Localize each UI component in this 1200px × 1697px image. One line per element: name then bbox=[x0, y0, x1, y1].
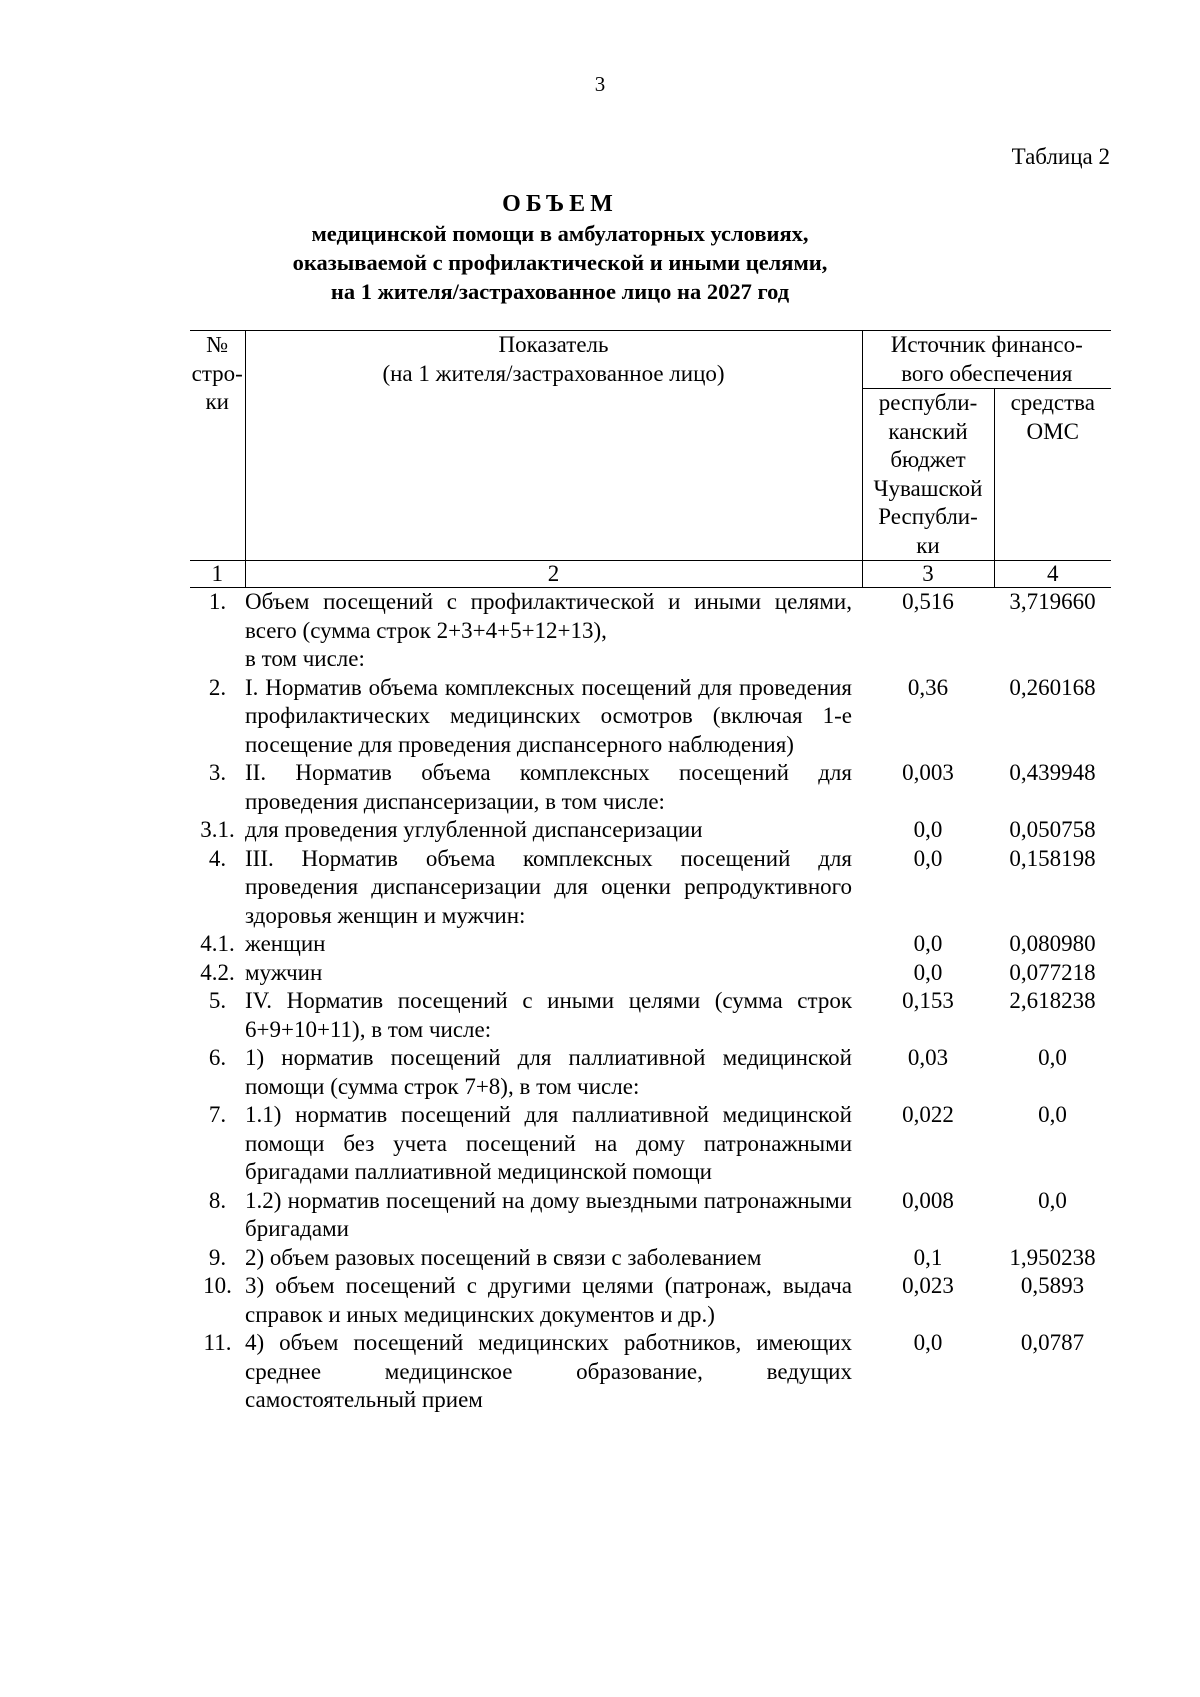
volume-table bbox=[190, 330, 1111, 1415]
row-budget-value: 0,0 bbox=[913, 1330, 943, 1355]
row-indicator: 1.1) норматив посещений для паллиативной медицинской помощи без учета посещений на дому патронажными бригадами паллиативной медицинской помощи bbox=[245, 1102, 852, 1184]
row-budget-value: 0,023 bbox=[902, 1273, 954, 1298]
row-budget-value: 0,1 bbox=[913, 1244, 943, 1270]
row-number: 4. bbox=[208, 845, 227, 871]
table-row bbox=[190, 1272, 1111, 1329]
table-row bbox=[190, 674, 1111, 760]
row-number: 2. bbox=[208, 674, 227, 700]
row-indicator: 4) объем посещений медицинских работников, имеющих среднее медицинское образование, ведущих самостоятельный прием bbox=[245, 1330, 852, 1412]
page-number: 3 bbox=[594, 72, 606, 96]
table-row bbox=[190, 930, 1111, 959]
table-label: Таблица 2 bbox=[1011, 144, 1110, 169]
row-number: 10. bbox=[203, 1273, 232, 1298]
row-number: 3. bbox=[208, 760, 227, 785]
row-oms-value: 2,618238 bbox=[1009, 988, 1096, 1013]
row-budget-value: 0,0 bbox=[913, 845, 943, 871]
row-oms-value: 0,050758 bbox=[1009, 817, 1096, 842]
row-indicator: III. Норматив объема комплексных посещений для проведения диспансеризации для оценки репродуктивного здоровья женщин и мужчин: bbox=[245, 845, 852, 928]
row-indicator: для проведения углубленной диспансеризации bbox=[245, 817, 703, 842]
row-indicator: 3) объем посещений с другими целями (патронаж, выдача справок и иных медицинских документов и др.) bbox=[245, 1273, 852, 1327]
row-number: 4.1. bbox=[200, 931, 235, 956]
title-main: ОБЪЕМ bbox=[502, 191, 618, 217]
column-number: 2 bbox=[245, 561, 862, 588]
header-funding-source: Источник финансо- вого обеспечения bbox=[862, 331, 1111, 389]
table-row bbox=[190, 959, 1111, 988]
column-numbers-row bbox=[190, 561, 1111, 588]
table-row bbox=[190, 845, 1111, 931]
table-row bbox=[190, 1187, 1111, 1244]
table-row bbox=[190, 816, 1111, 845]
row-oms-value: 3,719660 bbox=[1009, 589, 1096, 614]
row-oms-value: 0,0 bbox=[1038, 1187, 1067, 1213]
row-budget-value: 0,0 bbox=[913, 817, 943, 842]
column-number: 4 bbox=[994, 561, 1111, 588]
row-indicator: IV. Норматив посещений с иными целями (сумма строк 6+9+10+11), в том числе: bbox=[245, 988, 852, 1042]
header-row-number: № стро- ки bbox=[190, 331, 245, 561]
row-budget-value: 0,03 bbox=[907, 1045, 949, 1070]
row-number: 8. bbox=[208, 1187, 227, 1213]
column-number: 3 bbox=[862, 561, 994, 588]
row-budget-value: 0,022 bbox=[902, 1102, 954, 1127]
row-oms-value: 0,439948 bbox=[1009, 760, 1096, 785]
row-budget-value: 0,008 bbox=[902, 1187, 954, 1213]
title-line: медицинской помощи в амбулаторных условиях, bbox=[311, 221, 809, 246]
row-oms-value: 0,5893 bbox=[1020, 1273, 1085, 1298]
table-row bbox=[190, 1329, 1111, 1415]
row-oms-value: 0,080980 bbox=[1009, 931, 1096, 956]
title-line: оказываемой с профилактической и иными целями, bbox=[292, 250, 828, 275]
row-indicator: 2) объем разовых посещений в связи с заболеванием bbox=[245, 1244, 762, 1270]
table-row bbox=[190, 588, 1111, 674]
title-line: на 1 жителя/застрахованное лицо на 2027 год bbox=[330, 279, 790, 304]
row-number: 11. bbox=[203, 1330, 232, 1355]
row-budget-value: 0,0 bbox=[913, 931, 943, 956]
row-number: 4.2. bbox=[200, 959, 235, 985]
row-indicator: мужчин bbox=[245, 959, 323, 985]
row-oms-value: 0,0 bbox=[1038, 1045, 1067, 1070]
row-indicator: 1) норматив посещений для паллиативной медицинской помощи (сумма строк 7+8), в том числе: bbox=[245, 1045, 852, 1099]
row-budget-value: 0,153 bbox=[902, 988, 954, 1013]
table-row bbox=[190, 987, 1111, 1044]
table-row bbox=[190, 759, 1111, 816]
row-indicator: 1.2) норматив посещений на дому выездными патронажными бригадами bbox=[245, 1187, 852, 1241]
row-oms-value: 0,0787 bbox=[1020, 1330, 1085, 1355]
row-oms-value: 0,158198 bbox=[1009, 845, 1096, 871]
row-indicator: Объем посещений с профилактической и иными целями, всего (сумма строк 2+3+4+5+12+13), в том числе: bbox=[245, 588, 862, 674]
header-republic-budget: республи- канский бюджет Чувашской Республи- ки bbox=[862, 389, 994, 561]
row-budget-value: 0,003 bbox=[902, 760, 954, 785]
header-oms-funds: средства ОМС bbox=[994, 389, 1111, 561]
row-number: 3.1. bbox=[200, 817, 235, 842]
row-budget-value: 0,516 bbox=[902, 589, 954, 614]
table-row bbox=[190, 1244, 1111, 1273]
row-budget-value: 0,36 bbox=[907, 674, 949, 700]
row-indicator: I. Норматив объема комплексных посещений для проведения профилактических медицинских осмотров (включая 1-е посещение для проведения диспансерного наблюдения) bbox=[245, 674, 852, 757]
table-row bbox=[190, 1101, 1111, 1187]
header-indicator: Показатель (на 1 жителя/застрахованное лицо) bbox=[245, 331, 862, 561]
row-number: 6. bbox=[208, 1045, 227, 1070]
row-number: 7. bbox=[208, 1102, 227, 1127]
row-number: 5. bbox=[208, 988, 227, 1013]
row-budget-value: 0,0 bbox=[913, 959, 943, 985]
table-row bbox=[190, 1044, 1111, 1101]
row-oms-value: 0,077218 bbox=[1009, 959, 1096, 985]
row-indicator-extra: в том числе: bbox=[245, 646, 365, 671]
row-indicator: II. Норматив объема комплексных посещений для проведения диспансеризации, в том числе: bbox=[245, 760, 852, 814]
row-oms-value: 0,260168 bbox=[1009, 674, 1096, 700]
document-title bbox=[200, 190, 920, 306]
row-number: 1. bbox=[208, 589, 227, 614]
row-number: 9. bbox=[208, 1244, 227, 1270]
row-indicator: женщин bbox=[245, 931, 326, 956]
row-oms-value: 1,950238 bbox=[1009, 1244, 1096, 1270]
column-number: 1 bbox=[190, 561, 245, 588]
row-oms-value: 0,0 bbox=[1038, 1102, 1067, 1127]
